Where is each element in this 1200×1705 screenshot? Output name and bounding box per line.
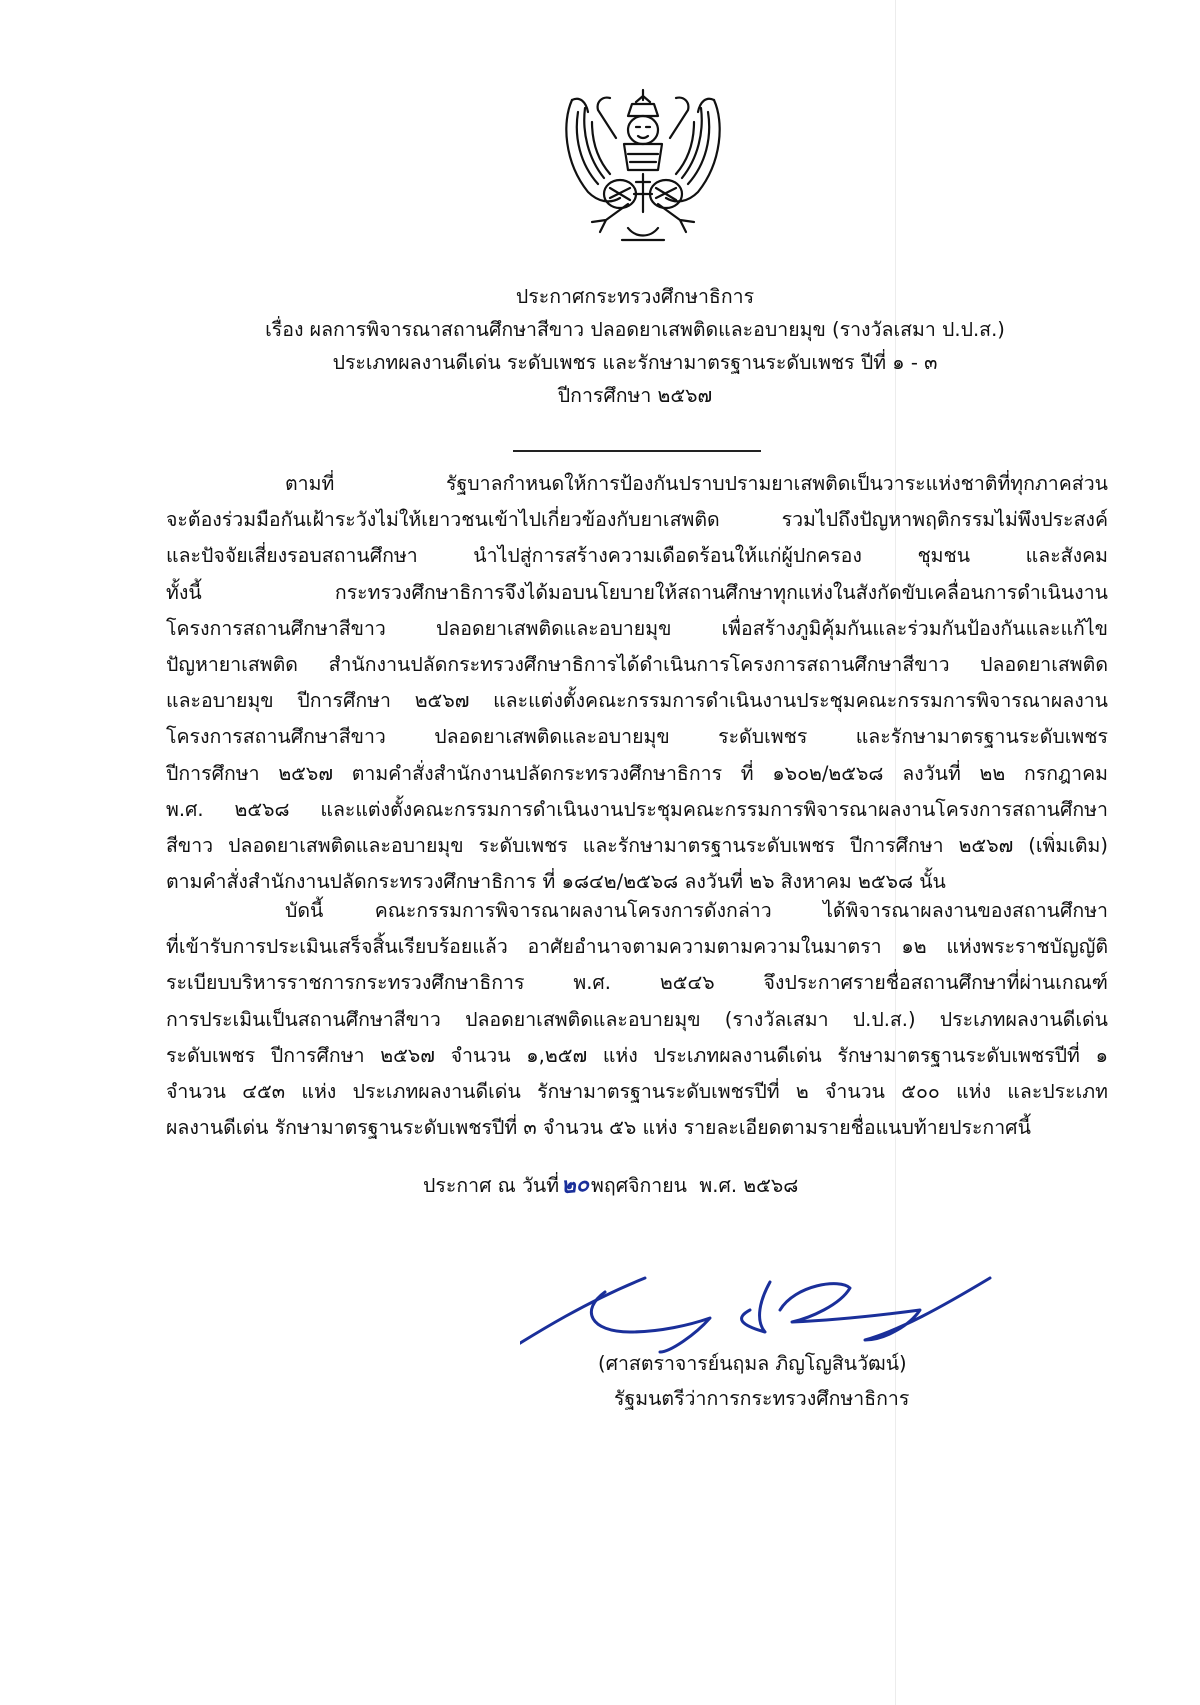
paragraph-line: โครงการสถานศึกษาสีขาว ปลอดยาเสพติดและอบายมุข ระดับเพชร และรักษามาตรฐานระดับเพชร xyxy=(166,725,1108,749)
paragraph-line: ผลงานดีเด่น รักษามาตรฐานระดับเพชรปีที่ ๓ จำนวน ๕๖ แห่ง รายละเอียดตามรายชื่อแนบท้ายประกาศนี้ xyxy=(166,1116,1031,1140)
date-year: พ.ศ. ๒๕๖๘ xyxy=(699,1174,799,1197)
handwritten-day: ๒๐ xyxy=(559,1170,591,1200)
date-month: พฤศจิกายน xyxy=(591,1174,688,1197)
paragraph-line: ทั้งนี้ กระทรวงศึกษาธิการจึงได้มอบนโยบายให้สถานศึกษาทุกแห่งในสังกัดขับเคลื่อนการดำเนินงาน xyxy=(166,580,1108,604)
signer-name: (ศาสตราจารย์นฤมล ภิญโญสินวัฒน์) xyxy=(598,1352,907,1375)
paragraph-line: ปีการศึกษา ๒๕๖๗ ตามคำสั่งสำนักงานปลัดกระทรวงศึกษาธิการ ที่ ๑๖๐๒/๒๕๖๘ ลงวันที่ ๒๒ กรกฎาคม xyxy=(166,761,1108,785)
paragraph-line: ระเบียบบริหารราชการกระทรวงศึกษาธิการ พ.ศ. ๒๕๔๖ จึงประกาศรายชื่อสถานศึกษาที่ผ่านเกณฑ์ xyxy=(166,971,1108,995)
paragraph-line: ตามที่ รัฐบาลกำหนดให้การป้องกันปราบปรามยาเสพติดเป็นวาระแห่งชาติที่ทุกภาคส่วน xyxy=(285,472,1108,495)
paragraph-announcement xyxy=(166,893,1108,1146)
garuda-emblem-icon xyxy=(558,82,728,250)
paragraph-line: ระดับเพชร ปีการศึกษา ๒๕๖๗ จำนวน ๑,๒๕๗ แห่ง ประเภทผลงานดีเด่น รักษามาตรฐานระดับเพชรปีที่ ๑ xyxy=(166,1043,1108,1067)
announcement-date xyxy=(423,1167,798,1202)
paragraph-line: จำนวน ๔๕๓ แห่ง ประเภทผลงานดีเด่น รักษามาตรฐานระดับเพชรปีที่ ๒ จำนวน ๕๐๐ แห่ง และประเภท xyxy=(166,1080,1108,1104)
subject-line: เรื่อง ผลการพิจารณาสถานศึกษาสีขาว ปลอดยาเสพติดและอบายมุข (รางวัลเสมา ป.ป.ส.) xyxy=(265,318,1005,341)
category-line: ประเภทผลงานดีเด่น ระดับเพชร และรักษามาตรฐานระดับเพชร ปีที่ ๑ - ๓ xyxy=(332,351,938,374)
paragraph-line: บัดนี้ คณะกรรมการพิจารณาผลงานโครงการดังกล่าว ได้พิจารณาผลงานของสถานศึกษา xyxy=(285,899,1108,922)
paragraph-background xyxy=(166,466,1108,900)
paragraph-line: และปัจจัยเสี่ยงรอบสถานศึกษา นำไปสู่การสร้างความเดือดร้อนให้แก่ผู้ปกครอง ชุมชน และสังคม xyxy=(166,544,1108,568)
paragraph-line: การประเมินเป็นสถานศึกษาสีขาว ปลอดยาเสพติดและอบายมุข (รางวัลเสมา ป.ป.ส.) ประเภทผลงานดีเด่น xyxy=(166,1007,1108,1031)
paragraph-line: ตามคำสั่งสำนักงานปลัดกระทรวงศึกษาธิการ ที่ ๑๘๔๒/๒๕๖๘ ลงวันที่ ๒๖ สิงหาคม ๒๕๖๘ นั้น xyxy=(166,870,946,894)
date-prefix: ประกาศ ณ วันที่ xyxy=(423,1174,560,1197)
paragraph-line: พ.ศ. ๒๕๖๘ และแต่งตั้งคณะกรรมการดำเนินงานประชุมคณะกรรมการพิจารณาผลงานโครงการสถานศึกษา xyxy=(166,797,1108,821)
paragraph-line: ปัญหายาเสพติด สำนักงานปลัดกระทรวงศึกษาธิการได้ดำเนินการโครงการสถานศึกษาสีขาว ปลอดยาเสพติด xyxy=(166,653,1108,677)
issuer-title: ประกาศกระทรวงศึกษาธิการ xyxy=(515,285,755,308)
paragraph-line: โครงการสถานศึกษาสีขาว ปลอดยาเสพติดและอบายมุข เพื่อสร้างภูมิคุ้มกันและร่วมกันป้องกันและแก้ไข xyxy=(166,616,1108,640)
signer-position: รัฐมนตรีว่าการกระทรวงศึกษาธิการ xyxy=(614,1387,910,1410)
paragraph-line: ที่เข้ารับการประเมินเสร็จสิ้นเรียบร้อยแล้ว อาศัยอำนาจตามความตามความในมาตรา ๑๒ แห่งพระราชบัญญัติ xyxy=(166,935,1108,959)
academic-year-line: ปีการศึกษา ๒๕๖๗ xyxy=(557,384,713,407)
paragraph-line: สีขาว ปลอดยาเสพติดและอบายมุข ระดับเพชร และรักษามาตรฐานระดับเพชร ปีการศึกษา ๒๕๖๗ (เพิ่มเติม) xyxy=(166,834,1108,858)
document-header xyxy=(160,280,1110,412)
header-divider xyxy=(513,450,761,452)
paragraph-line: จะต้องร่วมมือกันเฝ้าระวังไม่ให้เยาวชนเข้าไปเกี่ยวข้องกับยาเสพติด รวมไปถึงปัญหาพฤติกรรมไม่พึงประสงค์ xyxy=(166,508,1108,532)
paragraph-line: และอบายมุข ปีการศึกษา ๒๕๖๗ และแต่งตั้งคณะกรรมการดำเนินงานประชุมคณะกรรมการพิจารณาผลงาน xyxy=(166,689,1108,713)
